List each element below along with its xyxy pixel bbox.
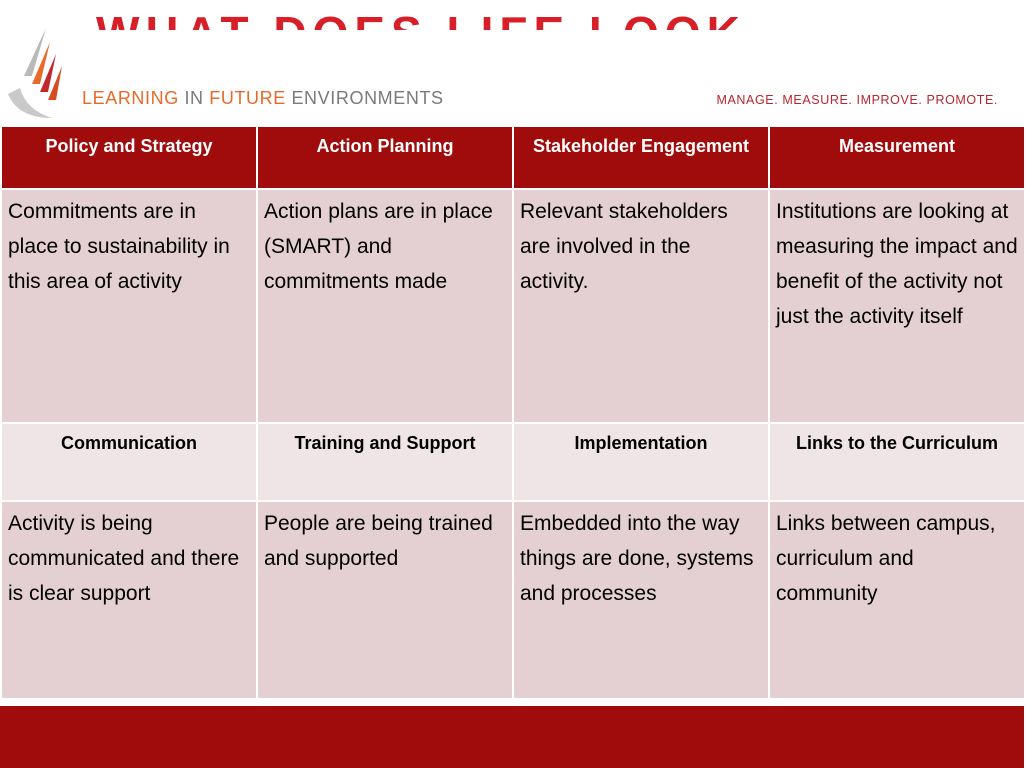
logo-wordmark <box>82 88 444 109</box>
table-cell: Activity is being communicated and there is clear support <box>1 501 257 699</box>
subheader-cell: Communication <box>1 423 257 501</box>
table-cell: Relevant stakeholders are involved in the activity. <box>513 189 769 423</box>
table-row <box>1 189 1025 423</box>
subheader-cell: Links to the Curriculum <box>769 423 1025 501</box>
header-cell: Stakeholder Engagement <box>513 126 769 189</box>
sail-logo-icon <box>6 24 72 120</box>
criteria-table <box>0 125 1026 700</box>
tagline: MANAGE. MEASURE. IMPROVE. PROMOTE. <box>716 93 998 107</box>
subheader-cell: Training and Support <box>257 423 513 501</box>
header-cell: Measurement <box>769 126 1025 189</box>
table-cell: Commitments are in place to sustainability in this area of activity <box>1 189 257 423</box>
logo-word-in: IN <box>184 88 204 108</box>
header-cell: Policy and Strategy <box>1 126 257 189</box>
header-cell: Action Planning <box>257 126 513 189</box>
slide-title-clipped <box>0 0 1024 30</box>
table-cell: Links between campus, curriculum and community <box>769 501 1025 699</box>
table-cell: Institutions are looking at measuring the impact and benefit of the activity not just the activity itself <box>769 189 1025 423</box>
header-band <box>0 30 1024 124</box>
logo-word-future: FUTURE <box>209 88 286 108</box>
logo-word-environments: ENVIRONMENTS <box>291 88 444 108</box>
footer-bar <box>0 706 1024 768</box>
table-row <box>1 501 1025 699</box>
table-subheader-row <box>1 423 1025 501</box>
table-cell: Action plans are in place (SMART) and commitments made <box>257 189 513 423</box>
table-header-row <box>1 126 1025 189</box>
table-cell: People are being trained and supported <box>257 501 513 699</box>
logo-word-learning: LEARNING <box>82 88 179 108</box>
subheader-cell: Implementation <box>513 423 769 501</box>
table-cell: Embedded into the way things are done, systems and processes <box>513 501 769 699</box>
